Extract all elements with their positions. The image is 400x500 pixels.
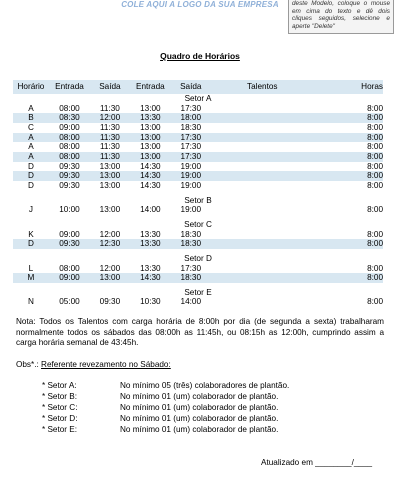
nota-paragraph: Nota: Todos os Talentos com carga horária de 8:00h por dia (de segunda a sexta) trabalharam normalmente todos os sábados das 08:00h as 11:45h, ou 08:15h as 12:00h, cumprindo assim a carga horária semanal de 43:45h. xyxy=(16,317,384,347)
table-row xyxy=(13,133,383,143)
table-cell: M xyxy=(13,273,49,283)
obs-line xyxy=(16,360,171,369)
col-header-entrada: Entrada xyxy=(49,80,90,94)
table-cell: 19:00 xyxy=(180,205,202,215)
table-cell: B xyxy=(13,113,49,123)
sector-name: Setor D xyxy=(184,253,212,263)
obs-label: Referente revezamento no Sábado: xyxy=(41,360,171,369)
table-cell: 8:00 xyxy=(314,239,383,249)
table-row xyxy=(13,273,383,283)
rotation-sector: * Setor B: xyxy=(42,392,78,401)
table-cell xyxy=(211,113,314,123)
table-cell: 19:00 xyxy=(180,180,202,190)
table-cell: 12:00 xyxy=(99,263,121,273)
table-cell: 13:00 xyxy=(140,103,161,113)
table-row xyxy=(13,239,383,249)
table-cell: 13:00 xyxy=(99,161,121,171)
table-cell: 8:00 xyxy=(367,297,383,307)
logo-placeholder[interactable]: COLE AQUI A LOGO DA SUA EMPRESA xyxy=(121,0,279,9)
table-cell xyxy=(211,181,314,191)
col-header-horas: Horas xyxy=(314,80,383,94)
table-cell: 18:30 xyxy=(180,229,202,239)
table-cell: 11:30 xyxy=(90,152,130,162)
updated-line: Atualizado em ________/____ xyxy=(261,458,373,467)
table-cell xyxy=(211,264,314,274)
rotation-sector: * Setor E: xyxy=(42,425,78,434)
table-cell: A xyxy=(13,133,49,143)
table-cell: 09:30 xyxy=(59,161,80,171)
table-cell: 8:00 xyxy=(367,263,383,273)
table-cell: 13:30 xyxy=(130,239,171,249)
table-cell: 13:30 xyxy=(140,229,161,239)
table-cell xyxy=(211,239,314,249)
table-row xyxy=(13,142,383,152)
table-cell: N xyxy=(27,297,34,307)
table-cell: 8:00 xyxy=(367,142,383,152)
table-cell: 14:30 xyxy=(140,161,161,171)
table-cell: 13:00 xyxy=(130,133,171,143)
table-cell xyxy=(211,152,314,162)
table-cell: 18:30 xyxy=(171,273,211,283)
table-cell: 18:30 xyxy=(180,122,202,132)
table-cell: 17:30 xyxy=(180,103,202,113)
table-cell xyxy=(211,123,314,133)
table-cell: 12:30 xyxy=(90,239,130,249)
rotation-text: No mínimo 01 (um) colaborador de plantão. xyxy=(120,414,279,423)
table-cell: 10:00 xyxy=(59,205,80,215)
table-cell: 8:00 xyxy=(314,133,383,143)
table-cell: A xyxy=(13,152,49,162)
table-cell: 09:30 xyxy=(99,297,121,307)
table-row xyxy=(13,297,383,307)
table-cell: 17:30 xyxy=(171,152,211,162)
table-cell: 09:00 xyxy=(49,273,90,283)
table-cell: 8:00 xyxy=(367,205,383,215)
table-cell: 8:00 xyxy=(314,171,383,181)
rotation-text: No mínimo 01 (um) colaborador de plantão. xyxy=(120,425,279,434)
table-cell: 10:30 xyxy=(140,297,161,307)
table-cell xyxy=(211,273,314,283)
sector-name: Setor B xyxy=(184,195,212,205)
table-cell: 8:00 xyxy=(314,273,383,283)
sector-header-row xyxy=(13,94,383,104)
sector-name: Setor E xyxy=(184,287,212,297)
table-row xyxy=(13,152,383,162)
table-cell: K xyxy=(28,229,34,239)
obs-prefix: Obs*.: xyxy=(16,360,42,369)
table-cell: 18:30 xyxy=(171,239,211,249)
sector-header-row xyxy=(13,220,383,230)
table-cell: 13:00 xyxy=(140,122,161,132)
table-cell: 13:00 xyxy=(140,142,161,152)
rotation-item xyxy=(42,413,289,424)
table-cell: 14:30 xyxy=(130,171,171,181)
table-cell: 08:00 xyxy=(59,142,80,152)
table-cell: 09:30 xyxy=(49,171,90,181)
table-row xyxy=(13,104,383,114)
table-cell: 13:30 xyxy=(130,113,171,123)
table-cell: 12:00 xyxy=(99,229,121,239)
rotation-item xyxy=(42,402,289,413)
table-cell: 8:00 xyxy=(367,229,383,239)
saturday-rotation-list xyxy=(42,380,289,435)
table-cell: J xyxy=(28,205,33,215)
table-row xyxy=(13,264,383,274)
table-cell: 13:00 xyxy=(90,273,130,283)
schedule-table xyxy=(13,80,383,307)
table-cell: A xyxy=(28,103,34,113)
page-title: Quadro de Horários xyxy=(160,51,240,61)
sector-header-row xyxy=(13,288,383,298)
table-cell: 09:30 xyxy=(59,180,80,190)
rotation-text: No mínimo 01 (um) colaborador de plantão. xyxy=(120,392,279,401)
rotation-sector: * Setor C: xyxy=(42,403,78,412)
col-header-saida-2: Saída xyxy=(171,80,211,94)
rotation-text: No mínimo 01 (um) colaborador de plantão. xyxy=(120,403,279,412)
rotation-sector: * Setor D: xyxy=(42,414,78,423)
rotation-text: No mínimo 05 (três) colaboradores de plantão. xyxy=(120,381,290,390)
table-row xyxy=(13,123,383,133)
table-row xyxy=(13,171,383,181)
rotation-item xyxy=(42,380,289,391)
table-cell xyxy=(211,133,314,143)
table-cell: C xyxy=(27,122,34,132)
table-cell: 8:00 xyxy=(367,122,383,132)
table-cell: 11:30 xyxy=(90,133,130,143)
table-cell: 14:00 xyxy=(180,297,202,307)
table-row xyxy=(13,113,383,123)
table-cell: 19:00 xyxy=(180,161,202,171)
table-cell: 14:00 xyxy=(140,205,161,215)
table-cell: 8:00 xyxy=(314,152,383,162)
table-cell: 08:30 xyxy=(49,113,90,123)
table-cell: 08:00 xyxy=(59,263,80,273)
table-cell xyxy=(211,162,314,172)
table-cell: 8:00 xyxy=(367,161,383,171)
table-cell: 09:00 xyxy=(59,122,80,132)
instruction-note-box: deste Modelo, coloque o mouse em cima do texto e dê dois cliques seguidos, selecione e aperte "Delete" xyxy=(288,0,394,34)
table-cell: 13:00 xyxy=(99,180,121,190)
table-cell: 13:30 xyxy=(140,263,161,273)
sector-name: Setor C xyxy=(184,219,212,229)
table-cell: 09:30 xyxy=(49,239,90,249)
sector-header-row xyxy=(13,254,383,264)
table-cell: 18:00 xyxy=(171,113,211,123)
table-cell: 17:30 xyxy=(180,142,202,152)
table-cell xyxy=(211,104,314,114)
table-cell: 17:30 xyxy=(171,133,211,143)
table-cell: 12:00 xyxy=(90,113,130,123)
table-cell xyxy=(211,171,314,181)
sector-header-row xyxy=(13,196,383,206)
table-cell: 8:00 xyxy=(367,180,383,190)
table-cell: 08:00 xyxy=(49,152,90,162)
table-cell xyxy=(211,205,314,215)
col-header-horario: Horário xyxy=(13,80,49,94)
col-header-saida: Saída xyxy=(90,80,130,94)
table-cell: 11:30 xyxy=(99,122,120,132)
table-cell: 09:00 xyxy=(59,229,80,239)
table-cell: 13:00 xyxy=(99,205,121,215)
table-cell: 8:00 xyxy=(314,113,383,123)
table-cell: L xyxy=(28,263,34,273)
table-cell: 14:30 xyxy=(130,273,171,283)
table-cell: 11:30 xyxy=(99,142,120,152)
table-cell: 14:30 xyxy=(140,180,161,190)
table-cell: 08:00 xyxy=(59,103,80,113)
table-cell: 17:30 xyxy=(180,263,202,273)
table-cell: 05:00 xyxy=(59,297,80,307)
table-row xyxy=(13,181,383,191)
table-header-row xyxy=(13,80,383,94)
table-cell: 13:00 xyxy=(130,152,171,162)
table-cell: 19:00 xyxy=(171,171,211,181)
table-row xyxy=(13,205,383,215)
sector-name: Setor A xyxy=(184,94,212,103)
rotation-sector: * Setor A: xyxy=(42,381,77,390)
table-cell xyxy=(211,297,314,307)
rotation-item xyxy=(42,391,289,402)
table-cell: D xyxy=(27,180,34,190)
rotation-item xyxy=(42,424,289,435)
col-header-talentos: Talentos xyxy=(211,80,314,94)
schedule-body xyxy=(13,94,383,307)
table-cell xyxy=(211,142,314,152)
table-cell xyxy=(211,230,314,240)
table-cell: 13:00 xyxy=(90,171,130,181)
col-header-entrada-2: Entrada xyxy=(130,80,171,94)
table-cell: D xyxy=(27,161,34,171)
table-cell: D xyxy=(13,239,49,249)
table-cell: D xyxy=(13,171,49,181)
table-cell: 08:00 xyxy=(49,133,90,143)
table-cell: A xyxy=(28,142,34,152)
table-row xyxy=(13,162,383,172)
table-cell: 8:00 xyxy=(367,103,383,113)
table-row xyxy=(13,230,383,240)
table-cell: 11:30 xyxy=(99,103,120,113)
